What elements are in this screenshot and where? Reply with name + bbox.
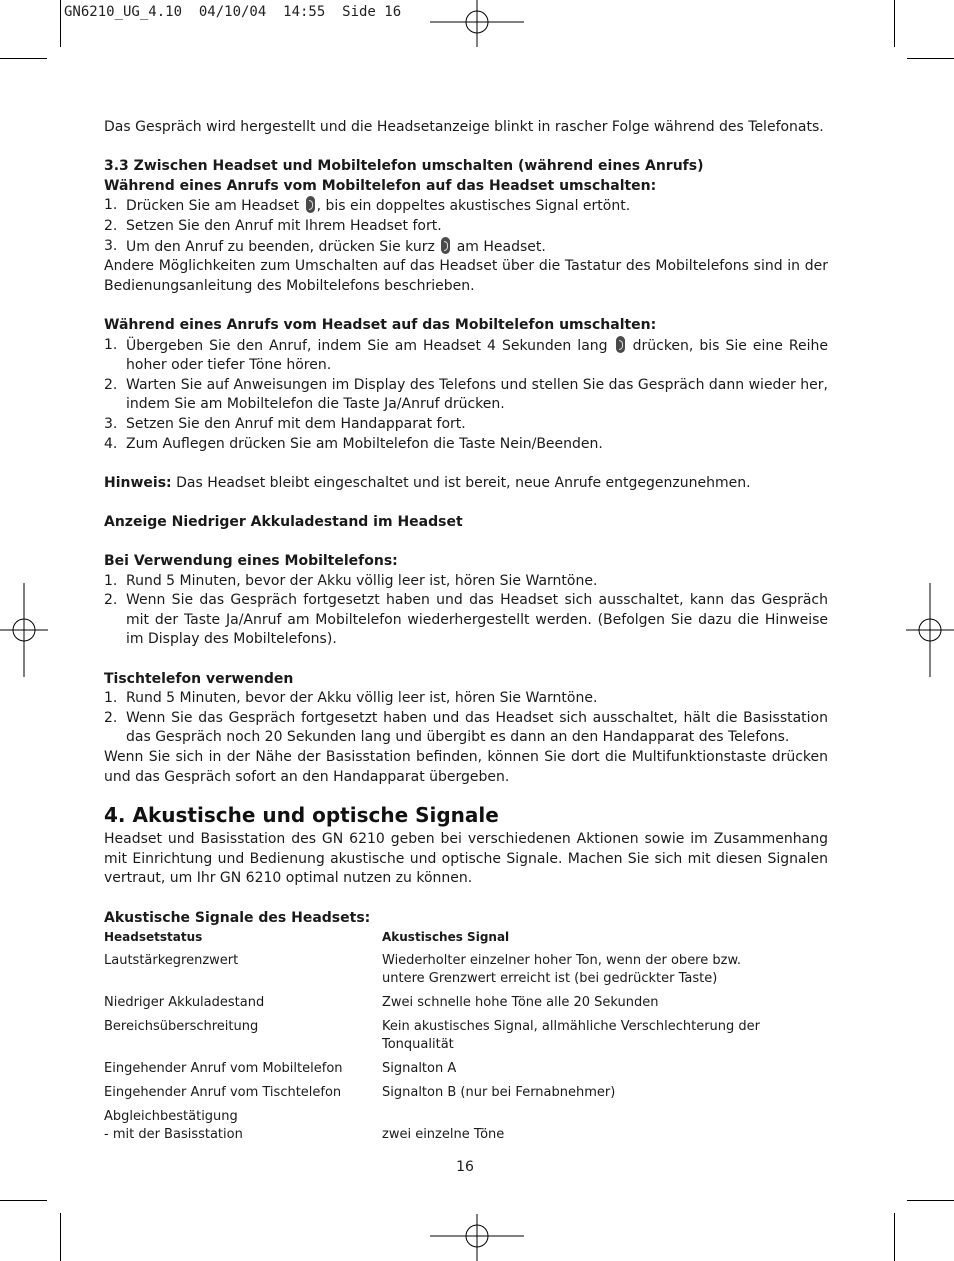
section-3-3-title: 3.3 Zwischen Headset und Mobiltelefon umschalten (während eines Anrufs)	[104, 158, 704, 175]
paragraph: Headset und Basisstation des GN 6210 geben bei verschiedenen Aktionen sowie im Zusammenhang mit Einrichtung und Bedienung akustische und optische Signale. Machen Sie sich mit diesen Signalen vertraut, um Ihr GN 6210 optimal nutzen zu können.	[104, 831, 828, 887]
crop-mark	[60, 1213, 61, 1261]
list-item: 3. Setzen Sie den Anruf mit dem Handapparat fort.	[104, 415, 466, 432]
note-paragraph: Hinweis: Das Headset bleibt eingeschaltet und ist bereit, neue Anrufe entgegenzunehmen.	[104, 474, 751, 491]
list-item: 1. Rund 5 Minuten, bevor der Akku völlig leer ist, hören Sie Warntöne.	[104, 572, 598, 589]
registration-mark-icon	[430, 0, 524, 47]
intro-paragraph: Das Gespräch wird hergestellt und die Headsetanzeige blinkt in rascher Folge während des Telefonats.	[104, 119, 824, 135]
table-row: Abgleichbestätigung - mit der Basisstation zwei einzelne Töne	[104, 1109, 505, 1143]
registration-mark-icon	[0, 583, 48, 677]
headset-button-icon	[441, 237, 450, 254]
paragraph: Andere Möglichkeiten zum Umschalten auf das Headset über die Tastatur des Mobiltelefons sind in der Bedienungsanleitung des Mobiltelefons beschrieben.	[104, 258, 828, 294]
list-item: 2. Wenn Sie das Gespräch fortgesetzt haben und das Headset sich ausschaltet, kann das Gespräch mit der Taste Ja/Anruf am Mobiltelefon wiederhergestellt werden. (Befolgen Sie dazu die Hinweise im Display des Mobiltelefons).	[104, 592, 828, 648]
section-4-title: 4. Akustische und optische Signale	[104, 803, 499, 828]
acoustic-signals-title: Akustische Signale des Headsets:	[104, 909, 371, 926]
subsection-heading: Während eines Anrufs vom Headset auf das Mobiltelefon umschalten:	[104, 316, 657, 333]
crop-mark	[894, 1213, 895, 1261]
table-row: Lautstärkegrenzwert Wiederholter einzelner hoher Ton, wenn der obere bzw. untere Grenzwert erreicht ist (bei gedrückter Taste)	[104, 953, 742, 987]
list-item: 1. Rund 5 Minuten, bevor der Akku völlig leer ist, hören Sie Warntöne.	[104, 690, 598, 707]
list-item: 3. Um den Anruf zu beenden, drücken Sie kurz am Headset.	[104, 237, 546, 255]
table-row: Niedriger Akkuladestand Zwei schnelle hohe Töne alle 20 Sekunden	[104, 995, 659, 1011]
list-item: 2. Setzen Sie den Anruf mit Ihrem Headset fort.	[104, 217, 442, 234]
registration-mark-icon	[906, 583, 954, 677]
list-item: 4. Zum Auflegen drücken Sie am Mobiltelefon die Taste Nein/Beenden.	[104, 435, 603, 452]
subsection-heading: Während eines Anrufs vom Mobiltelefon auf das Headset umschalten:	[104, 177, 657, 194]
paragraph: Wenn Sie sich in der Nähe der Basisstation befinden, können Sie dort die Multifunktionstaste drücken und das Gespräch sofort an den Handapparat übergeben.	[104, 749, 828, 785]
step-list	[104, 196, 828, 257]
page-content	[104, 118, 828, 1148]
crop-mark	[60, 0, 61, 47]
table-row: Eingehender Anruf vom Mobiltelefon Signalton A	[104, 1061, 457, 1077]
list-item: 2. Warten Sie auf Anweisungen im Display des Telefons und stellen Sie das Gespräch dann wieder her, indem Sie am Mobiltelefon die Taste Ja/Anruf drücken.	[104, 376, 828, 413]
list-item: 1. Drücken Sie am Headset , bis ein doppeltes akustisches Signal ertönt.	[104, 197, 631, 215]
table-row: Eingehender Anruf vom Tischtelefon Signalton B (nur bei Fernabnehmer)	[104, 1085, 616, 1101]
print-slug: GN6210_UG_4.10 04/10/04 14:55 Side 16	[64, 4, 402, 20]
subsection-heading: Tischtelefon verwenden	[104, 670, 294, 687]
crop-mark	[907, 1200, 954, 1201]
column-header: Akustisches Signal	[382, 930, 510, 945]
step-list	[104, 572, 828, 650]
crop-mark	[907, 58, 954, 59]
crop-mark	[894, 0, 895, 47]
step-list	[104, 336, 828, 455]
page-number: 16	[456, 1159, 474, 1175]
list-item: 1. Übergeben Sie den Anruf, indem Sie am Headset 4 Sekunden lang drücken, bis Sie eine Reihe hoher oder tiefer Töne hören.	[104, 336, 829, 374]
table-row: Bereichsüberschreitung Kein akustisches Signal, allmähliche Verschlechterung der Tonqualität	[104, 1019, 761, 1053]
registration-mark-icon	[430, 1214, 524, 1261]
step-list	[104, 689, 828, 748]
crop-mark	[0, 58, 47, 59]
subsection-heading: Bei Verwendung eines Mobiltelefons:	[104, 553, 398, 570]
list-item: 2. Wenn Sie das Gespräch fortgesetzt haben und das Headset sich ausschaltet, hält die Basisstation das Gespräch noch 20 Sekunden lang und übergibt es dann an den Handapparat des Telefons.	[104, 709, 828, 746]
crop-mark	[0, 1200, 47, 1201]
column-header: Headsetstatus	[104, 930, 203, 945]
headset-button-icon	[306, 196, 315, 213]
signal-table	[104, 928, 828, 1148]
low-battery-title: Anzeige Niedriger Akkuladestand im Headset	[104, 513, 463, 530]
headset-button-icon	[616, 336, 625, 353]
